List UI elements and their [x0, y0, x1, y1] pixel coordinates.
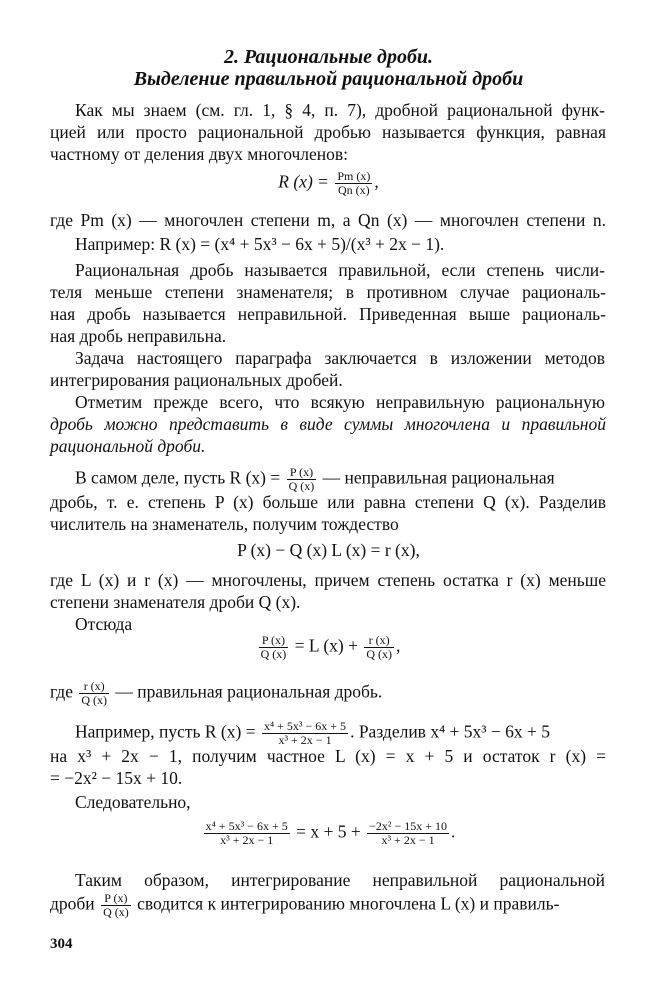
paragraph-12-line-2: [50, 892, 606, 919]
p9-gde: где: [50, 681, 73, 702]
paragraph-2-line-1: где Pm (x) — многочлен степени m, а Qn (x) — многочлен степени n.: [50, 210, 606, 230]
paragraph-6-line-2: дробь, т. е. степень P (x) больше или равна степени Q (x). Разделив: [50, 492, 606, 512]
eq3-right-den: Q (x): [366, 647, 393, 661]
paragraph-12-line-1: Таким образом, интегрирование неправильной рациональной: [75, 870, 605, 890]
p6-denominator: Q (x): [288, 479, 315, 493]
paragraph-10-line-1: [75, 720, 605, 747]
paragraph-3-line-1: Рациональная дробь называется правильной, если степень числи-: [75, 260, 605, 280]
equation-1: R (x) = $\frac{Pm (x)}{Qn (x)}$ ,: [278, 169, 379, 197]
eq1-denominator: Qn (x): [337, 183, 370, 197]
p12-fraction: [101, 892, 131, 919]
p12-num: P (x): [101, 892, 131, 906]
page-number: 304: [50, 936, 73, 952]
paragraph-4-line-1: Задача настоящего параграфа заключается в изложении методов: [75, 348, 605, 368]
p9-text: — правильная рациональная дробь.: [115, 681, 383, 702]
paragraph-6-line-1: [75, 466, 605, 493]
p9-den: Q (x): [81, 693, 108, 707]
eq4-mid: = x + 5 +: [296, 821, 361, 842]
eq4-right-num: −2x² − 15x + 10: [369, 819, 447, 833]
eq4-left-num: x⁴ + 5x³ − 6x + 5: [205, 819, 288, 833]
p6-numerator: P (x): [287, 466, 317, 480]
eq4-right-den: x³ + 2x − 1: [381, 833, 435, 847]
paragraph-1-line-2: цией или просто рациональной дробью называется функция, равная: [50, 122, 606, 142]
eq3-right-fraction: [364, 634, 394, 661]
paragraph-4-line-2: интегрирования рациональных дробей.: [50, 370, 343, 390]
paragraph-7-line-2: степени знаменателя дроби Q (x).: [50, 592, 301, 612]
eq4-right-fraction: [367, 820, 449, 847]
paragraph-3-line-2: теля меньше степени знаменателя; в противном случае рациональ-: [50, 282, 606, 302]
paragraph-2-line-2: Например: R (x) = (x⁴ + 5x³ − 6x + 5)/(x³ + 2x − 1).: [75, 234, 445, 254]
p9-num: r (x): [79, 680, 109, 694]
p10-den: x³ + 2x − 1: [278, 733, 332, 747]
p10-tail: . Разделив x⁴ + 5x³ − 6x + 5: [350, 721, 551, 742]
paragraph-5-line-2: дробь можно представить в виде суммы многочлена и правильной: [50, 414, 606, 434]
equation-2: P (x) − Q (x) L (x) = r (x),: [237, 540, 420, 560]
p10-fraction: [262, 720, 348, 747]
paragraph-9: [50, 680, 606, 707]
eq4-left-den: x³ + 2x − 1: [220, 833, 274, 847]
section-heading-line1: 2. Рациональные дроби.: [223, 46, 434, 68]
equation-4: $\frac{\text{x⁴ + 5x³ − 6x + 5}}{\text{x³ + 2x − 1}}$ = x + 5 + $\frac{\text{−2x² − 15x + 10}}{\text{x³ + 2x − 1}}$ .: [205, 819, 456, 847]
p12-tail: сводится к интегрированию многочлена L (x) и правиль-: [137, 893, 560, 914]
p6-lead: В самом деле, пусть R (x) =: [75, 467, 281, 488]
eq3-left-fraction: [259, 634, 289, 661]
paragraph-5-line-3: рациональной дроби.: [50, 436, 206, 456]
paragraph-10-line-2: на x³ + 2x − 1, получим частное L (x) = x + 5 и остаток r (x) =: [50, 746, 606, 766]
p10-lead: Например, пусть R (x) =: [75, 721, 256, 742]
paragraph-1-line-1: Как мы знаем (см. гл. 1, § 4, п. 7), дробной рациональной функ-: [75, 100, 605, 120]
eq3-right-num: r (x): [364, 634, 394, 648]
eq1-lhs: R (x) =: [278, 171, 329, 192]
equation-3: $\frac{P (x)}{Q (x)}$ = L (x) + $\frac{r (x)}{Q (x)}$ ,: [260, 633, 401, 661]
p6-tail: — неправильная рациональная: [322, 467, 555, 488]
p12-den: Q (x): [103, 905, 129, 919]
paragraph-3-line-3: ная дробь называется неправильной. Приведенная выше рациональ-: [50, 304, 606, 324]
p10-num: x⁴ + 5x³ − 6x + 5: [263, 719, 347, 733]
eq1-numerator: Pm (x): [337, 169, 371, 183]
section-heading-line2: Выделение правильной рациональной дроби: [133, 68, 524, 90]
paragraph-7-line-1: где L (x) и r (x) — многочлены, причем степень остатка r (x) меньше: [50, 570, 606, 590]
paragraph-10-line-3: = −2x² − 15x + 10.: [50, 768, 183, 788]
eq4-left-fraction: [204, 820, 290, 847]
eq1-fraction: [335, 170, 372, 197]
paragraph-3-line-4: ная дробь неправильна.: [50, 326, 227, 346]
paragraph-8: Отсюда: [75, 614, 133, 634]
p9-fraction: [79, 680, 109, 707]
paragraph-5-line-1: Отметим прежде всего, что всякую неправильную рациональную: [75, 392, 605, 412]
p12-lead: дроби: [50, 893, 95, 914]
eq3-left-num: P (x): [259, 634, 289, 648]
paragraph-11: Следовательно,: [75, 792, 191, 812]
p6-fraction: [287, 466, 317, 493]
paragraph-1-line-3: частному от деления двух многочленов:: [50, 144, 349, 164]
eq3-left-den: Q (x): [260, 647, 287, 661]
eq3-mid: = L (x) +: [294, 635, 358, 656]
paragraph-6-line-3: числитель на знаменатель, получим тождество: [50, 514, 399, 534]
